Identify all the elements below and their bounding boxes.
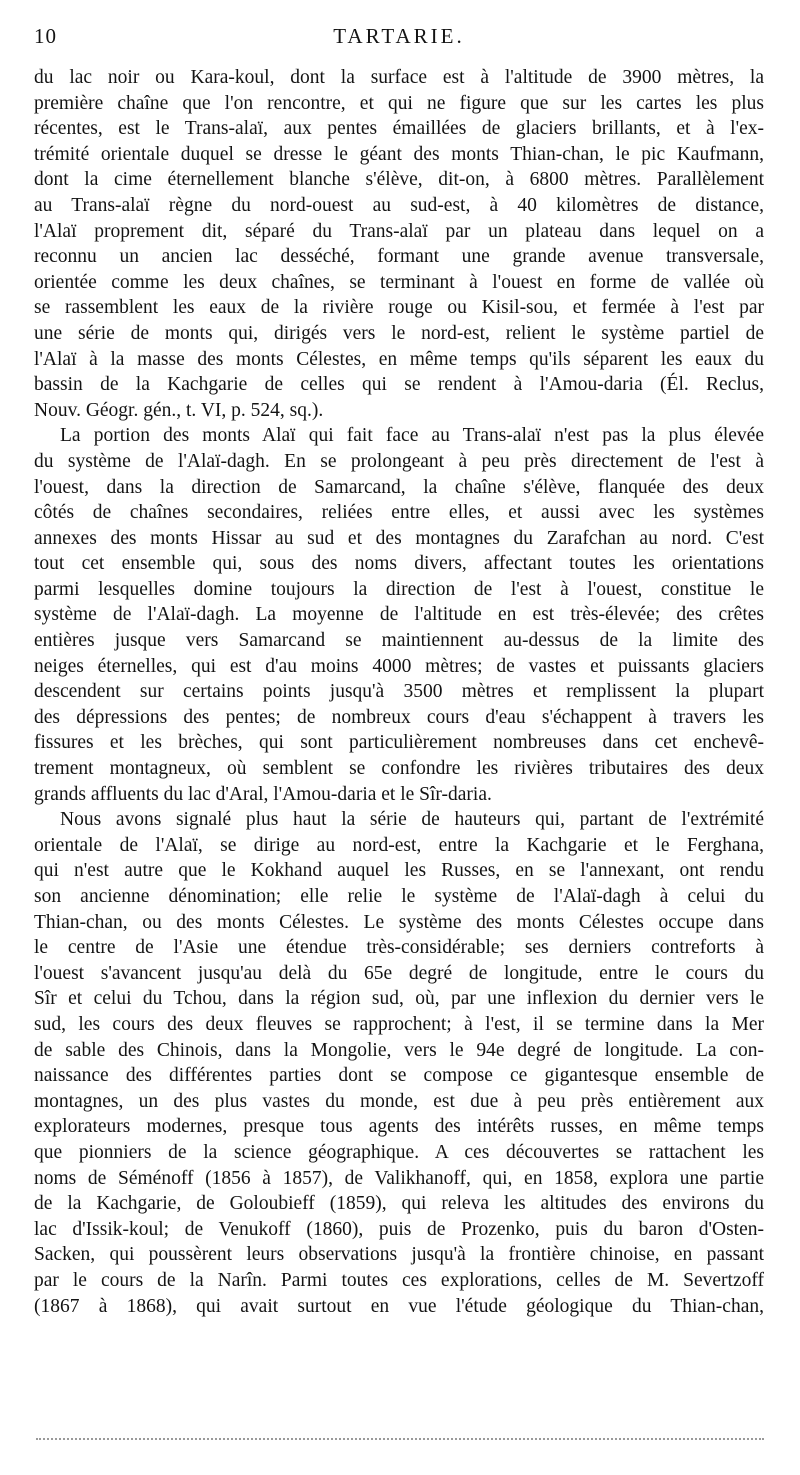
text-line: son ancienne dénomination; elle relie le système de l'Alaï-dagh à celui du xyxy=(34,886,764,907)
text-line: reconnu un ancien lac desséché, formant une grande avenue transversale, xyxy=(34,246,764,268)
text-line: trémité orientale duquel se dresse le géant des monts Thian-chan, le pic Kaufmann, xyxy=(34,143,764,165)
text-line: dont la cime éternellement blanche s'élève, dit-on, à 6800 mètres. Parallèlement xyxy=(34,169,764,191)
text-line: au Trans-alaï règne du nord-ouest au sud-est, à 40 kilomètres de distance, xyxy=(34,194,764,216)
text-line: de sable des Chinois, dans la Mongolie, vers le 94e degré de longitude. La con- xyxy=(34,1039,764,1061)
text-line: l'Alaï proprement dit, séparé du Trans-alaï par un plateau dans lequel on a xyxy=(34,220,764,242)
text-line: lac d'Issik-koul; de Venukoff (1860), puis de Prozenko, puis du baron d'Osten- xyxy=(34,1218,764,1240)
text-line: descendent sur certains points jusqu'à 3500 mètres et remplissent la plupart xyxy=(34,681,764,703)
text-line: Sacken, qui poussèrent leurs observations jusqu'à la frontière chinoise, en passant xyxy=(34,1244,764,1266)
body-text xyxy=(34,65,764,1319)
text-line: côtés de chaînes secondaires, reliées entre elles, et aussi avec les systèmes xyxy=(34,502,764,524)
text-line: montagnes, un des plus vastes du monde, est due à peu près entièrement aux xyxy=(34,1090,764,1112)
text-line: Nouv. Géogr. gén., t. VI, p. 524, sq.). xyxy=(34,399,324,421)
text-line: une série de monts qui, dirigés vers le nord-est, relient le système partiel de xyxy=(34,322,764,344)
text-line: du lac noir ou Kara-koul, dont la surface est à l'altitude de 3900 mètres, la xyxy=(34,67,764,88)
text-line: par le cours de la Narîn. Parmi toutes ces explorations, celles de M. Severtzoff xyxy=(34,1269,764,1291)
text-line: l'ouest, dans la direction de Samarcand, la chaîne s'élève, flanquée des deux xyxy=(34,476,764,498)
text-line: annexes des monts Hissar au sud et des montagnes du Zarafchan au nord. C'est xyxy=(34,527,764,549)
text-line: entières jusque vers Samarcand se maintiennent au-dessus de la limite des xyxy=(34,630,764,652)
text-line: récentes, est le Trans-alaï, aux pentes émaillées de glaciers brillants, et à l'ex- xyxy=(34,118,764,140)
text-line: La portion des monts Alaï qui fait face au Trans-alaï n'est pas la plus élevée xyxy=(60,425,764,447)
text-line: trement montagneux, où semblent se confondre les rivières tributaires des deux xyxy=(34,758,764,780)
text-line: noms de Séménoff (1856 à 1857), de Valikhanoff, qui, en 1858, explora une partie xyxy=(34,1167,764,1189)
text-line: tout cet ensemble qui, sous des noms divers, affectant toutes les orientations xyxy=(34,553,764,575)
text-line: orientale de l'Alaï, se dirige au nord-est, entre la Kachgarie et le Ferghana, xyxy=(34,834,764,856)
text-line: parmi lesquelles domine toujours la direction de l'est à l'ouest, constitue le xyxy=(34,578,764,600)
text-line: l'Alaï à la masse des monts Célestes, en même temps qu'ils séparent les eaux du xyxy=(34,348,764,370)
text-line: (1867 à 1868), qui avait surtout en vue l'étude géologique du Thian-chan, xyxy=(34,1295,764,1317)
text-line: que pionniers de la science géographique. A ces découvertes se rattachent les xyxy=(34,1141,764,1163)
text-line: Nous avons signalé plus haut la série de hauteurs qui, partant de l'extrémité xyxy=(60,809,764,831)
text-line: bassin de la Kachgarie de celles qui se rendent à l'Amou-daria (Él. Reclus, xyxy=(34,374,764,396)
text-line: l'ouest s'avancent jusqu'au delà du 65e degré de longitude, entre le cours du xyxy=(34,962,764,984)
text-line: de la Kachgarie, de Goloubieff (1859), qui releva les altitudes des environs du xyxy=(34,1193,764,1215)
text-line: Sîr et celui du Tchou, dans la région sud, où, par une inflexion du dernier vers le xyxy=(34,988,764,1010)
running-title: TARTARIE. xyxy=(333,24,465,48)
text-line: le centre de l'Asie une étendue très-considérable; ses derniers contreforts à xyxy=(34,937,764,959)
text-line: des dépressions des pentes; de nombreux cours d'eau s'échappent à travers les xyxy=(34,706,764,728)
text-line: orientée comme les deux chaînes, se terminant à l'ouest en forme de vallée où xyxy=(34,271,764,293)
page-number: 10 xyxy=(34,24,57,48)
text-line: neiges éternelles, qui est d'au moins 4000 mètres; de vastes et puissants glaciers xyxy=(34,655,764,677)
text-line: première chaîne que l'on rencontre, et qui ne figure que sur les cartes les plus xyxy=(34,92,764,114)
text-line: se rassemblent les eaux de la rivière rouge ou Kisil-sou, et fermée à l'est par xyxy=(34,297,764,319)
text-line: du système de l'Alaï-dagh. En se prolongeant à peu près directement de l'est à xyxy=(34,450,764,472)
text-line: naissance des différentes parties dont se compose ce gigantesque ensemble de xyxy=(34,1065,764,1087)
text-line: sud, les cours des deux fleuves se rapprochent; à l'est, il se termine dans la Mer xyxy=(34,1013,764,1035)
text-line: fissures et les brèches, qui sont particulièrement nombreuses dans cet enchevê- xyxy=(34,732,764,754)
footer-rule xyxy=(36,1438,764,1440)
text-line: explorateurs modernes, presque tous agents des intérêts russes, en même temps xyxy=(34,1116,764,1138)
text-line: grands affluents du lac d'Aral, l'Amou-daria et le Sîr-daria. xyxy=(34,783,492,805)
text-line: qui n'est autre que le Kokhand auquel les Russes, en se l'annexant, ont rendu xyxy=(34,860,764,882)
text-line: Thian-chan, ou des monts Célestes. Le système des monts Célestes occupe dans xyxy=(34,911,764,933)
text-line: système de l'Alaï-dagh. La moyenne de l'altitude en est très-élevée; des crêtes xyxy=(34,604,764,626)
running-head xyxy=(34,24,764,54)
